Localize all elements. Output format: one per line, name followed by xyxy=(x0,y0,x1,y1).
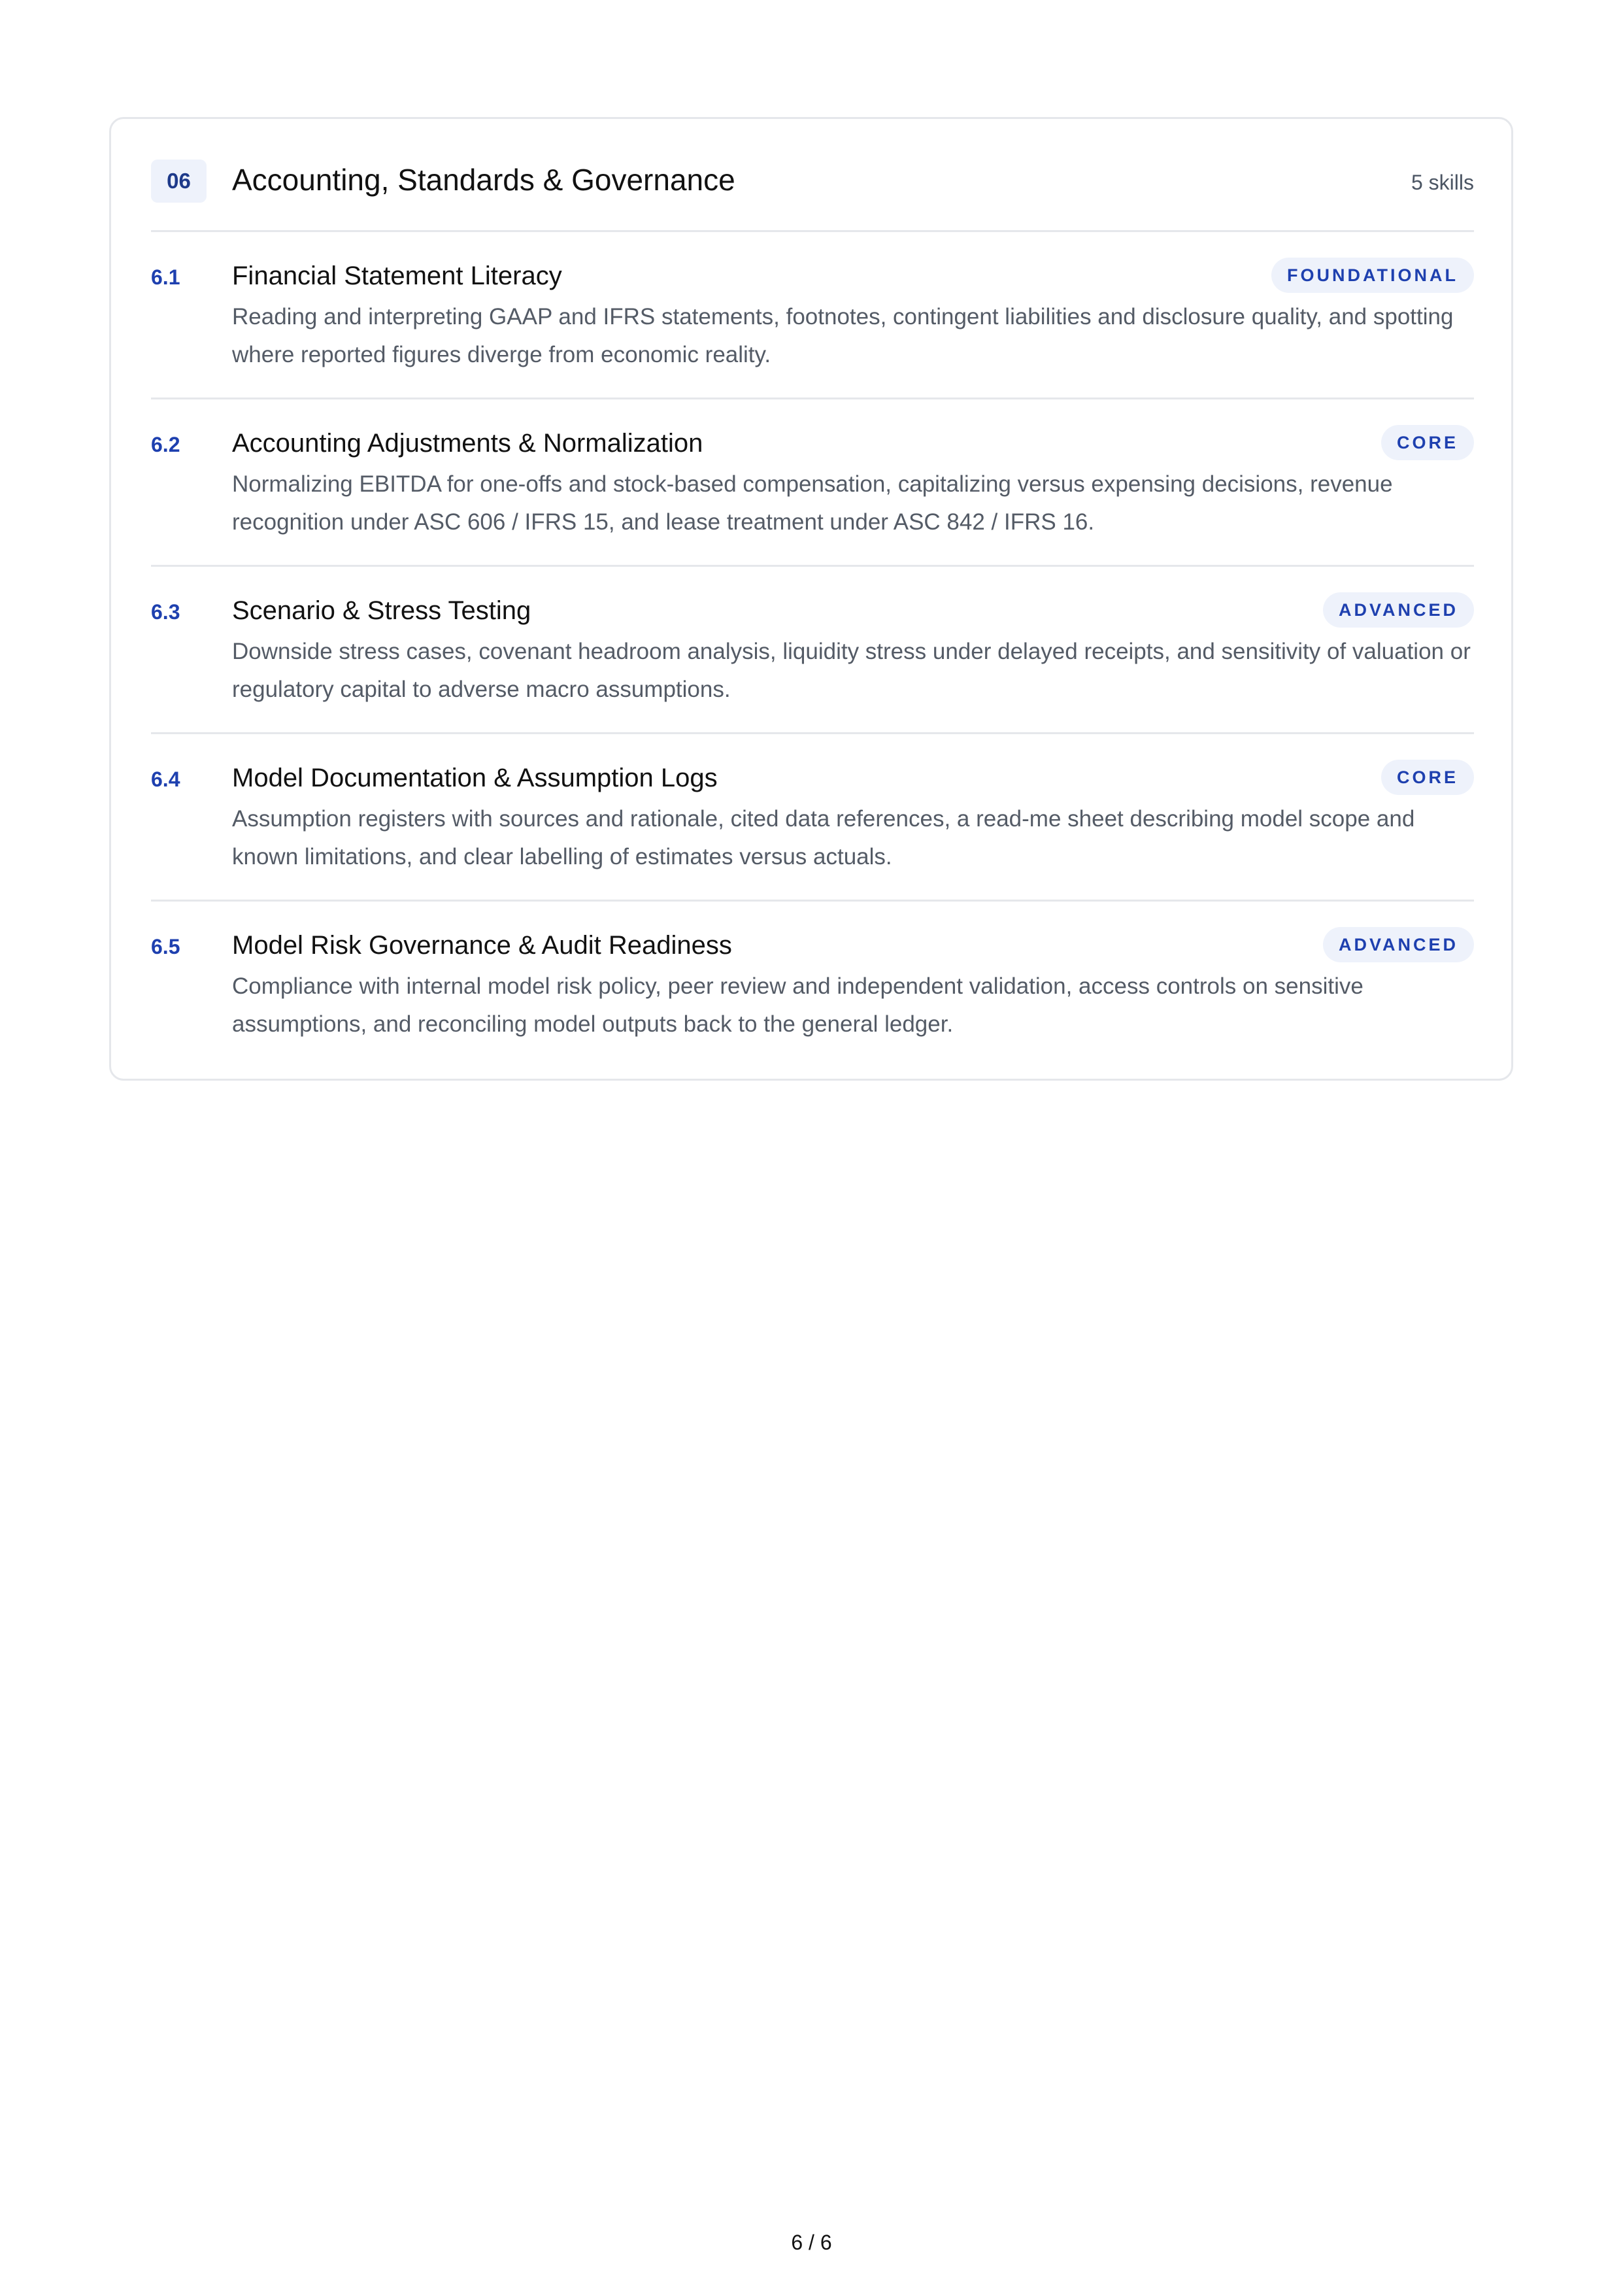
skill-title: Model Documentation & Assumption Logs xyxy=(232,764,718,792)
divider xyxy=(151,900,1474,902)
skill-title: Scenario & Stress Testing xyxy=(232,596,531,625)
skill-item xyxy=(151,590,1474,720)
divider xyxy=(151,732,1474,734)
skill-description: Compliance with internal model risk policy, peer review and independent validation, access controls on sensitive assumptions, and reconciling model outputs back to the general ledger. xyxy=(232,973,1364,1037)
skill-item xyxy=(151,757,1474,888)
section-title: Accounting, Standards & Governance xyxy=(232,163,735,197)
skill-title: Model Risk Governance & Audit Readiness xyxy=(232,931,732,960)
page-number: 6 / 6 xyxy=(791,2231,832,2254)
level-badge: CORE xyxy=(1381,760,1474,795)
skill-item xyxy=(151,255,1474,386)
level-badge: CORE xyxy=(1381,425,1474,460)
level-badge: FOUNDATIONAL xyxy=(1271,258,1474,293)
skill-count: 5 skills xyxy=(1411,171,1474,194)
skill-title: Accounting Adjustments & Normalization xyxy=(232,429,703,458)
skill-id: 6.5 xyxy=(151,935,180,958)
skill-id: 6.2 xyxy=(151,433,180,456)
skill-item xyxy=(151,422,1474,553)
section-header xyxy=(151,160,1474,203)
skill-description: Downside stress cases, covenant headroom analysis, liquidity stress under delayed receipts, and sensitivity of valuation or regulatory capital to adverse macro assumptions. xyxy=(232,639,1471,702)
divider xyxy=(151,397,1474,399)
skill-id: 6.3 xyxy=(151,600,180,624)
skill-description: Reading and interpreting GAAP and IFRS statements, footnotes, contingent liabilities and disclosure quality, and spotting where reported figures diverge from economic reality. xyxy=(232,304,1454,367)
skill-description: Normalizing EBITDA for one-offs and stock-based compensation, capitalizing versus expensing decisions, revenue recognition under ASC 606 / IFRS 15, and lease treatment under ASC 842 / IFRS 16. xyxy=(232,471,1393,535)
skill-id: 6.4 xyxy=(151,768,180,791)
section-number-badge: 06 xyxy=(151,160,207,203)
skill-item xyxy=(151,924,1474,1055)
divider xyxy=(151,565,1474,567)
skill-description: Assumption registers with sources and rationale, cited data references, a read-me sheet describing model scope and known limitations, and clear labelling of estimates versus actuals. xyxy=(232,806,1415,869)
level-badge: ADVANCED xyxy=(1323,927,1474,962)
skills-section-card xyxy=(109,117,1513,1081)
divider xyxy=(151,230,1474,232)
level-badge: ADVANCED xyxy=(1323,592,1474,628)
skill-id: 6.1 xyxy=(151,265,180,289)
skill-title: Financial Statement Literacy xyxy=(232,262,562,290)
